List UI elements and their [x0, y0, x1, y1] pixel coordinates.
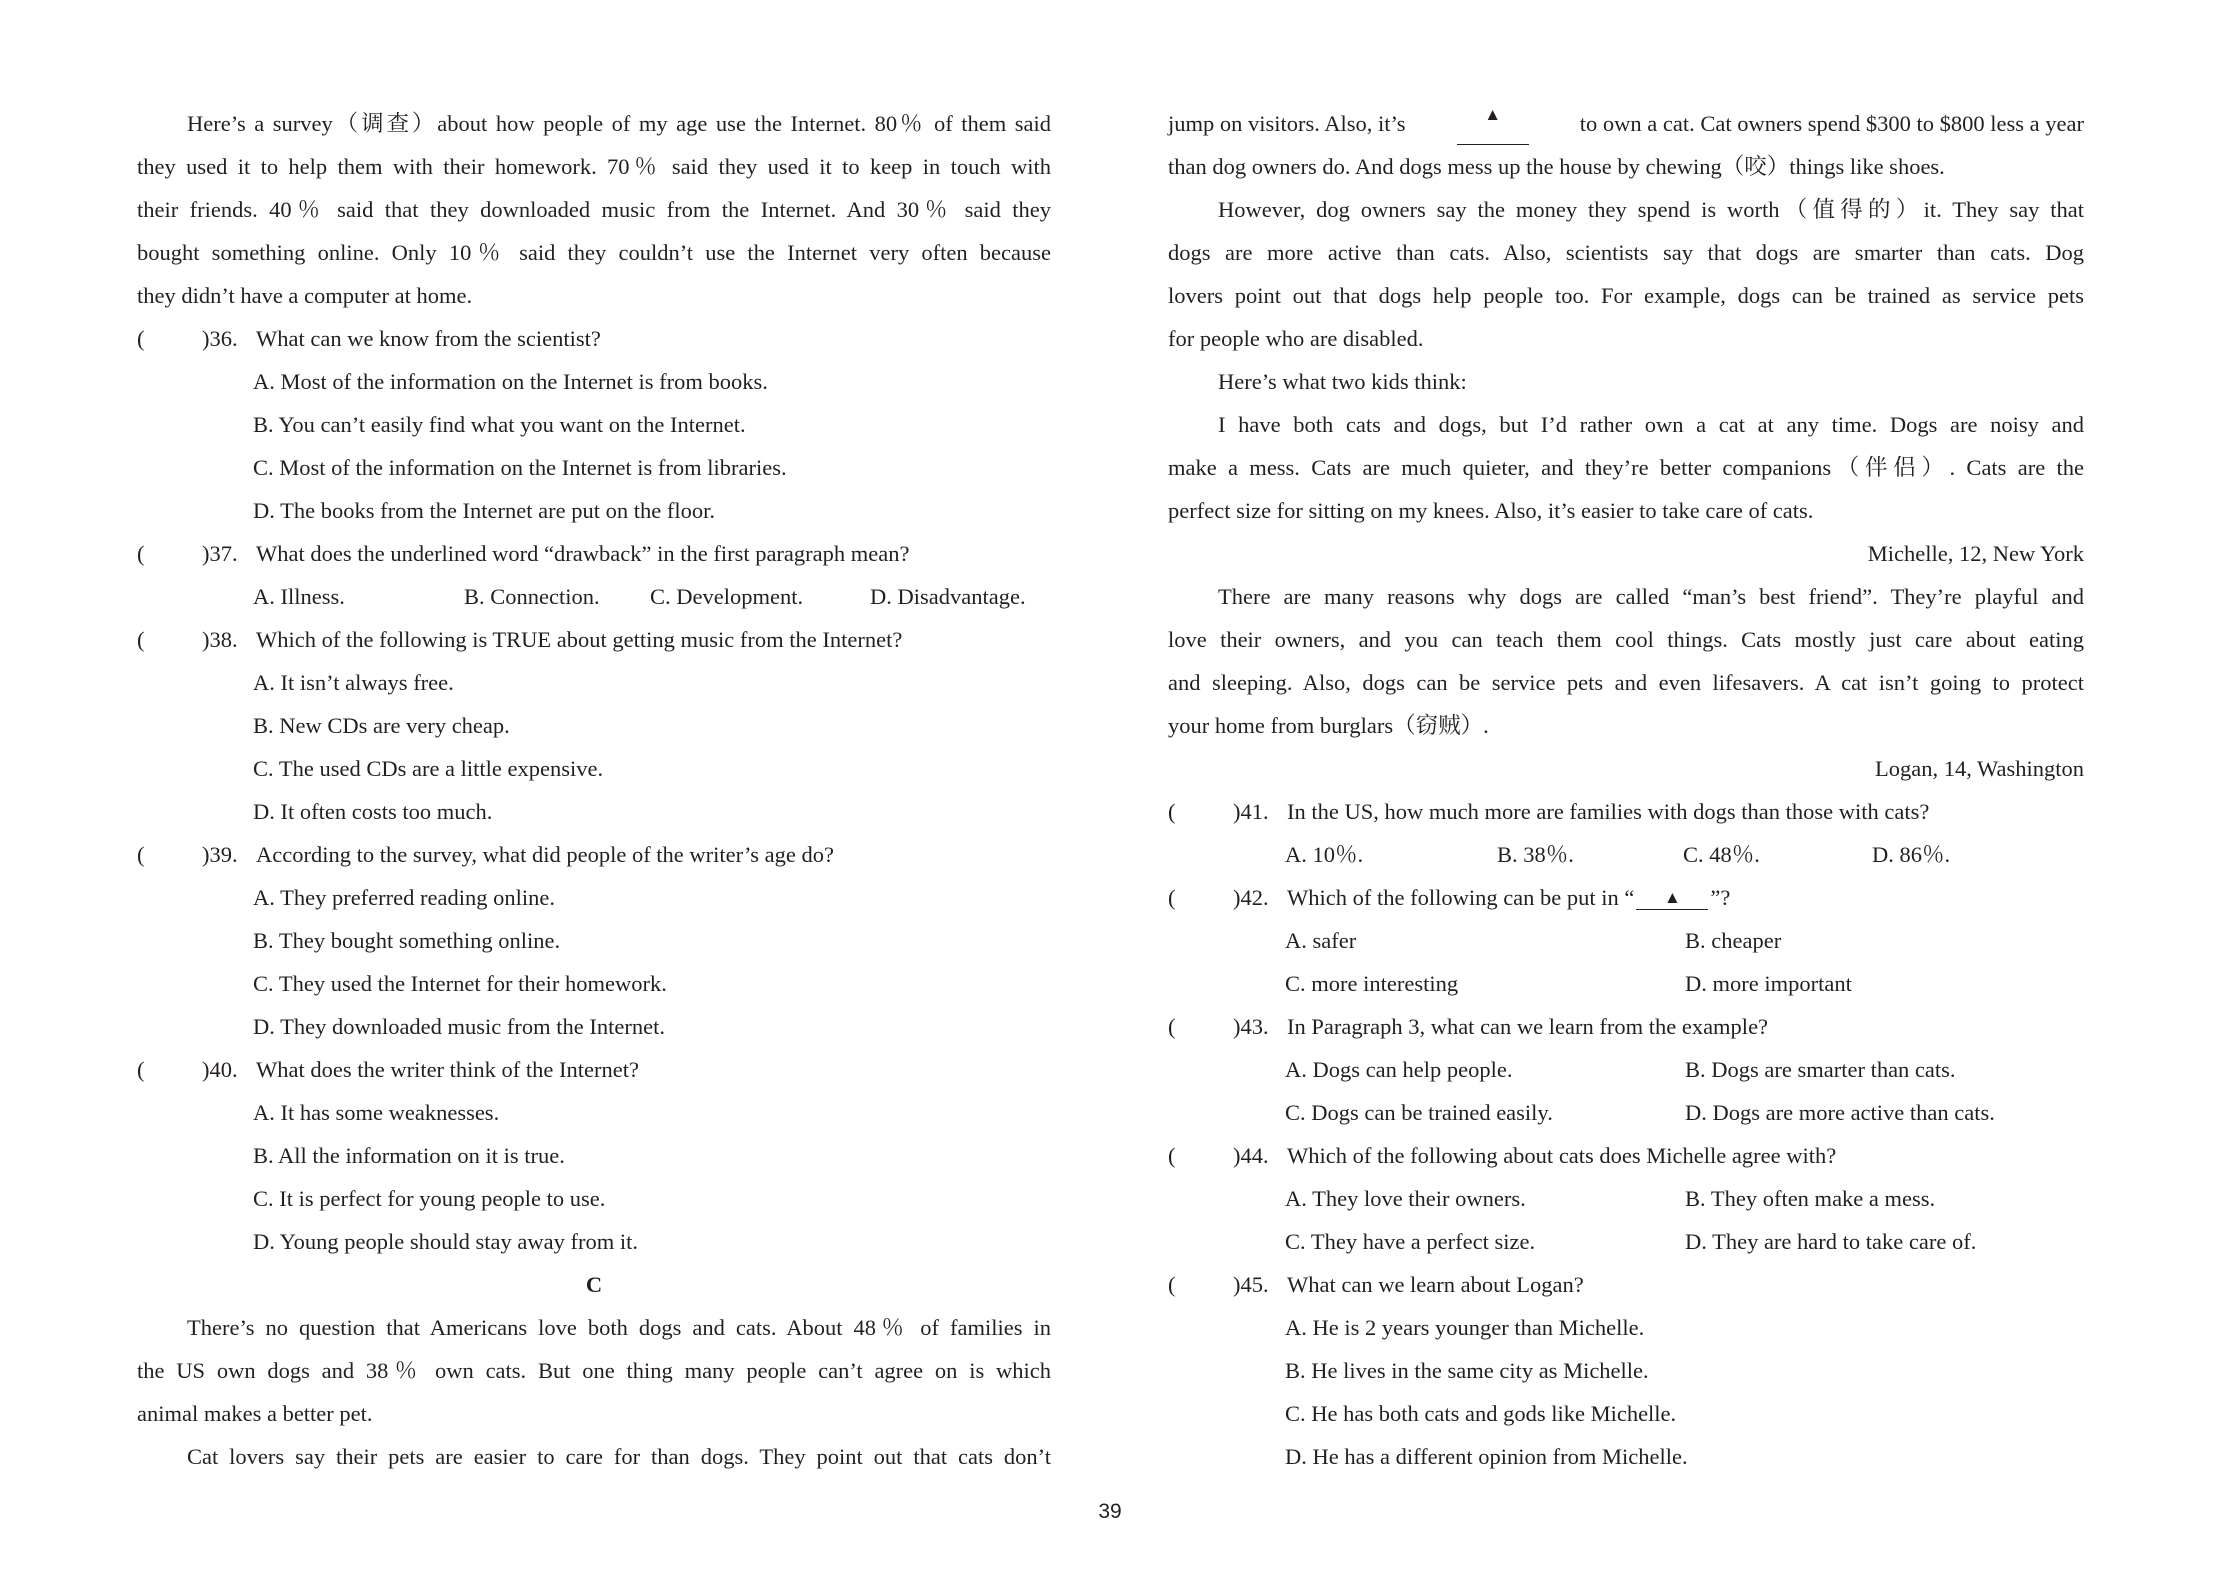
option-d[interactable]: D. They are hard to take care of.	[1685, 1229, 1977, 1254]
answer-blank-open[interactable]: (	[137, 541, 145, 566]
paragraph-line: your home from burglars（窃贼）.	[1168, 713, 1489, 738]
option-c[interactable]: C. It is perfect for young people to use.	[253, 1186, 606, 1211]
paragraph-line: make a mess. Cats are much quieter, and they’re better companions（伴侣）. Cats are the	[1168, 455, 2084, 480]
paragraph-line: Cat lovers say their pets are easier to care for than dogs. They point out that cats don’t	[187, 1444, 1051, 1469]
question-text: What does the underlined word “drawback” in the first paragraph mean?	[256, 541, 910, 566]
answer-blank-open[interactable]: (	[1168, 1143, 1176, 1168]
paragraph-line: dogs are more active than cats. Also, scientists say that dogs are smarter than cats. Dog	[1168, 240, 2084, 265]
signature-logan: Logan, 14, Washington	[1874, 756, 2084, 781]
option-d[interactable]: D. Young people should stay away from it.	[253, 1229, 638, 1254]
question-44	[1168, 1134, 2084, 1177]
question-36	[137, 317, 1051, 360]
question-37	[137, 532, 1051, 575]
option-b[interactable]: B. Dogs are smarter than cats.	[1685, 1057, 1956, 1082]
paragraph-line: perfect size for sitting on my knees. Also, it’s easier to take care of cats.	[1168, 498, 1814, 523]
option-a[interactable]: A. 10％.	[1285, 842, 1364, 867]
signature-michelle: Michelle, 12, New York	[1867, 541, 2084, 566]
option-d[interactable]: D. 86％.	[1872, 842, 1951, 867]
paragraph-line: and sleeping. Also, dogs can be service pets and even lifesavers. A cat isn’t going to protect	[1168, 670, 2084, 695]
triangle-icon: ▲	[1663, 888, 1681, 907]
paragraph-line: for people who are disabled.	[1168, 326, 1424, 351]
option-b[interactable]: B. They bought something online.	[253, 928, 561, 953]
option-c[interactable]: C. The used CDs are a little expensive.	[253, 756, 604, 781]
question-38	[137, 618, 1051, 661]
option-a[interactable]: A. They preferred reading online.	[253, 885, 555, 910]
option-d[interactable]: D. more important	[1685, 971, 1852, 996]
paragraph-line: they used it to help them with their homework. 70％ said they used it to keep in touch with	[137, 154, 1051, 179]
option-b[interactable]: B. You can’t easily find what you want on the Internet.	[253, 412, 746, 437]
paragraph-line: Here’s a survey（调查）about how people of my age use the Internet. 80％ of them said	[187, 111, 1051, 136]
question-number: )41.	[1233, 799, 1269, 824]
question-text: What can we learn about Logan?	[1287, 1272, 1584, 1297]
question-text: In Paragraph 3, what can we learn from the example?	[1287, 1014, 1769, 1039]
question-42	[1168, 876, 2084, 919]
question-39	[137, 833, 1051, 876]
question-text: Which of the following is TRUE about getting music from the Internet?	[256, 627, 903, 652]
question-text: In the US, how much more are families with dogs than those with cats?	[1287, 799, 1930, 824]
option-c[interactable]: C. more interesting	[1285, 971, 1459, 996]
option-c[interactable]: C. They used the Internet for their homework.	[253, 971, 667, 996]
option-d[interactable]: D. Disadvantage.	[870, 584, 1026, 609]
section-heading: C	[585, 1272, 603, 1297]
paragraph-line: animal makes a better pet.	[137, 1401, 373, 1426]
option-b[interactable]: B. He lives in the same city as Michelle.	[1285, 1358, 1649, 1383]
option-c[interactable]: C. Dogs can be trained easily.	[1285, 1100, 1553, 1125]
question-text: What can we know from the scientist?	[256, 326, 601, 351]
paragraph-line: There are many reasons why dogs are called “man’s best friend”. They’re playful and	[1218, 584, 2084, 609]
option-d[interactable]: D. He has a different opinion from Michelle.	[1285, 1444, 1688, 1469]
option-b[interactable]: B. New CDs are very cheap.	[253, 713, 510, 738]
question-number: )45.	[1233, 1272, 1269, 1297]
triangle-icon: ▲	[1484, 105, 1502, 124]
answer-blank-open[interactable]: (	[137, 842, 145, 867]
option-d[interactable]: D. It often costs too much.	[253, 799, 493, 824]
paragraph-line: than dog owners do. And dogs mess up the house by chewing（咬）things like shoes.	[1168, 154, 1945, 179]
answer-blank-open[interactable]: (	[137, 627, 145, 652]
text-before-blank: jump on visitors. Also, it’s	[1168, 111, 1406, 136]
question-number: )44.	[1233, 1143, 1269, 1168]
option-a[interactable]: A. safer	[1285, 928, 1357, 953]
answer-blank-open[interactable]: (	[1168, 885, 1176, 910]
paragraph-line: lovers point out that dogs help people too. For example, dogs can be trained as service pets	[1168, 283, 2084, 308]
option-b[interactable]: B. cheaper	[1685, 928, 1782, 953]
paragraph-line: Here’s what two kids think:	[1218, 369, 1467, 394]
answer-blank-open[interactable]: (	[137, 326, 145, 351]
option-a[interactable]: A. They love their owners.	[1285, 1186, 1526, 1211]
option-a[interactable]: A. It isn’t always free.	[253, 670, 454, 695]
option-c[interactable]: C. 48％.	[1683, 842, 1760, 867]
option-a[interactable]: A. Dogs can help people.	[1285, 1057, 1513, 1082]
option-a[interactable]: A. It has some weaknesses.	[253, 1100, 500, 1125]
answer-blank-open[interactable]: (	[1168, 1014, 1176, 1039]
fill-in-blank[interactable]	[1457, 102, 1529, 145]
question-text	[1287, 876, 1730, 919]
question-number: )38.	[202, 627, 238, 652]
option-a[interactable]: A. He is 2 years younger than Michelle.	[1285, 1315, 1645, 1340]
answer-blank-open[interactable]: (	[137, 1057, 145, 1082]
option-d[interactable]: D. Dogs are more active than cats.	[1685, 1100, 1995, 1125]
paragraph-line: There’s no question that Americans love both dogs and cats. About 48％ of families in	[187, 1315, 1051, 1340]
option-b[interactable]: B. All the information on it is true.	[253, 1143, 565, 1168]
question-45	[1168, 1263, 2084, 1306]
paragraph-line: love their owners, and you can teach them cool things. Cats mostly just care about eating	[1168, 627, 2084, 652]
blank-reference	[1636, 885, 1708, 910]
option-c[interactable]: C. They have a perfect size.	[1285, 1229, 1536, 1254]
option-a[interactable]: A. Most of the information on the Internet is from books.	[253, 369, 768, 394]
question-text: What does the writer think of the Internet?	[256, 1057, 639, 1082]
question-number: )40.	[202, 1057, 238, 1082]
answer-blank-open[interactable]: (	[1168, 799, 1176, 824]
option-c[interactable]: C. He has both cats and gods like Michelle.	[1285, 1401, 1677, 1426]
question-text: Which of the following about cats does Michelle agree with?	[1287, 1143, 1837, 1168]
question-41	[1168, 790, 2084, 833]
option-b[interactable]: B. They often make a mess.	[1685, 1186, 1936, 1211]
question-43	[1168, 1005, 2084, 1048]
paragraph-line: I have both cats and dogs, but I’d rather own a cat at any time. Dogs are noisy and	[1218, 412, 2084, 437]
question-number: )37.	[202, 541, 238, 566]
question-number: )36.	[202, 326, 238, 351]
paragraph-line: their friends. 40％ said that they downloaded music from the Internet. And 30％ said they	[137, 197, 1051, 222]
answer-blank-open[interactable]: (	[1168, 1272, 1176, 1297]
paragraph-line: However, dog owners say the money they spend is worth（值得的）it. They say that	[1218, 197, 2084, 222]
option-b[interactable]: B. 38％.	[1497, 842, 1574, 867]
paragraph-line: the US own dogs and 38％ own cats. But one thing many people can’t agree on is which	[137, 1358, 1051, 1383]
question-text-after: ”?	[1710, 885, 1731, 910]
option-c[interactable]: C. Development.	[650, 584, 804, 609]
paragraph-line	[1168, 102, 2084, 145]
question-40	[137, 1048, 1051, 1091]
paragraph-line: they didn’t have a computer at home.	[137, 283, 473, 308]
question-number: )43.	[1233, 1014, 1269, 1039]
text-after-blank: to own a cat. Cat owners spend $300 to $800 less a year	[1579, 111, 2084, 136]
question-text: According to the survey, what did people of the writer’s age do?	[256, 842, 834, 867]
option-b[interactable]: B. Connection.	[464, 584, 600, 609]
option-c[interactable]: C. Most of the information on the Internet is from libraries.	[253, 455, 787, 480]
paragraph-line: bought something online. Only 10％ said they couldn’t use the Internet very often because	[137, 240, 1051, 265]
question-number: )42.	[1233, 885, 1269, 910]
option-a[interactable]: A. Illness.	[253, 584, 345, 609]
question-text-before: Which of the following can be put in “	[1287, 885, 1635, 910]
page-number: 39	[1098, 1500, 1122, 1523]
option-d[interactable]: D. They downloaded music from the Internet.	[253, 1014, 665, 1039]
question-number: )39.	[202, 842, 238, 867]
option-d[interactable]: D. The books from the Internet are put on the floor.	[253, 498, 715, 523]
